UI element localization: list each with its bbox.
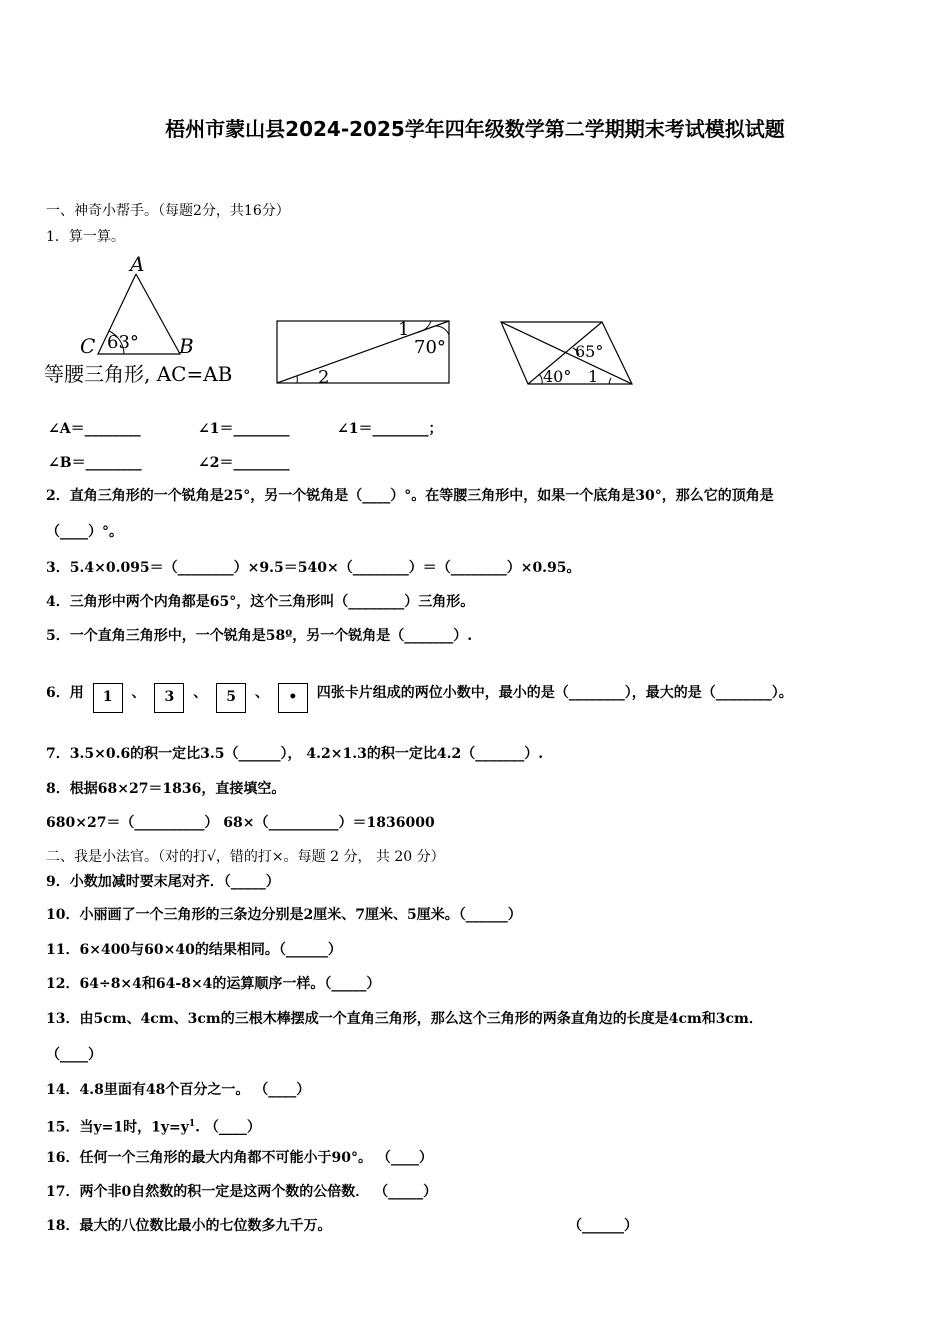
question-15-superscript: 1: [188, 1119, 196, 1129]
question-9: 9．小数加减时要末尾对齐．（_____）: [46, 874, 280, 890]
angle-2-label: 2: [318, 367, 330, 388]
angle-63-label: 63°: [107, 332, 139, 353]
question-6: [46, 683, 793, 713]
question-18: 18．最大的八位数比最小的七位数多九千万。: [46, 1218, 332, 1234]
question-15-text: 15．当y=1时，1y=y: [46, 1119, 189, 1136]
question-17: 17．两个非0自然数的积一定是这两个数的公倍数． （_____）: [46, 1184, 438, 1200]
section-1-heading: 一、神奇小帮手。（每题2分，共16分）: [46, 203, 290, 219]
card-separator: 、: [193, 685, 208, 701]
question-15-tail: . （____）: [195, 1119, 261, 1136]
answer-angle-a[interactable]: ∠A＝________: [48, 421, 141, 437]
card-separator: 、: [255, 685, 269, 701]
section-2-heading: 二、我是小法官。（对的打√，错的打×。每题 2 分， 共 20 分）: [46, 849, 445, 865]
question-13-line2: （____）: [46, 1047, 102, 1063]
vertex-c-label: C: [80, 334, 96, 358]
angle-1-label: 1: [398, 319, 410, 340]
angle-1-label-fig3: 1: [588, 367, 599, 386]
question-4: 4．三角形中两个内角都是65°，这个三角形叫（________）三角形。: [46, 594, 475, 610]
question-18-blank[interactable]: （______）: [568, 1218, 638, 1234]
question-3: 3．5.4×0.095＝（________）×9.5＝540×（________）＝（________）×0.95。: [46, 560, 581, 576]
answer-angle-1-fig2[interactable]: ∠1＝________: [198, 421, 290, 437]
decimal-point-card: •: [278, 683, 308, 713]
vertex-b-label: B: [179, 334, 194, 358]
question-11: 11．6×400与60×40的结果相同。（______）: [46, 942, 342, 958]
vertex-a-label: A: [130, 252, 145, 276]
question-6-suffix: 四张卡片组成的两位小数中，最小的是（________），最大的是（________）。: [316, 685, 793, 701]
number-card-3: 3: [154, 683, 184, 713]
question-16: 16．任何一个三角形的最大内角都不可能小于90°。 （____）: [46, 1150, 433, 1166]
question-2-line1: 2．直角三角形的一个锐角是25°，另一个锐角是（____）°。在等腰三角形中，如果一个底角是30°，那么它的顶角是: [46, 488, 774, 504]
number-card-5: 5: [216, 683, 246, 713]
question-13-line1: 13．由5cm、4cm、3cm的三根木棒摆成一个直角三角形，那么这个三角形的两条直角边的长度是4cm和3cm．: [46, 1011, 763, 1027]
question-12: 12．64÷8×4和64-8×4的运算顺序一样。（_____）: [46, 976, 381, 992]
question-7: 7．3.5×0.6的积一定比3.5（______）， 4.2×1.3的积一定比4.2（_______）.: [46, 746, 544, 762]
rectangle-diagonal-figure: [272, 316, 457, 388]
question-15: [46, 1115, 261, 1137]
page-title: 梧州市蒙山县2024-2025学年四年级数学第二学期期末考试模拟试题: [165, 117, 785, 141]
triangle-caption: 等腰三角形, AC=AB: [44, 362, 233, 386]
question-1-stem: 1．算一算。: [46, 229, 125, 245]
question-10: 10．小丽画了一个三角形的三条边分别是2厘米、7厘米、5厘米。（______）: [46, 907, 522, 923]
answer-angle-1-fig3[interactable]: ∠1＝________；: [337, 421, 443, 437]
answer-angle-2[interactable]: ∠2＝________: [198, 455, 290, 471]
question-8-line: 680×27＝（__________） 68×（__________）＝1836000: [46, 815, 435, 831]
parallelogram-figure: [495, 316, 640, 390]
number-card-1: 1: [93, 683, 123, 713]
card-separator: 、: [131, 685, 146, 701]
angle-40-label: 40°: [543, 367, 572, 386]
angle-65-label: 65°: [575, 342, 604, 361]
question-8-stem: 8．根据68×27＝1836，直接填空。: [46, 781, 286, 797]
isosceles-triangle-figure: [40, 252, 255, 392]
question-14: 14．4.8里面有48个百分之一。 （____）: [46, 1082, 311, 1098]
question-6-prefix: 6．用: [46, 685, 84, 701]
answer-angle-b[interactable]: ∠B＝________: [48, 455, 142, 471]
question-2-line2: （____）°。: [46, 524, 123, 540]
question-5: 5．一个直角三角形中，一个锐角是58º，另一个锐角是（_______）.: [46, 628, 473, 644]
angle-70-label: 70°: [414, 337, 446, 358]
